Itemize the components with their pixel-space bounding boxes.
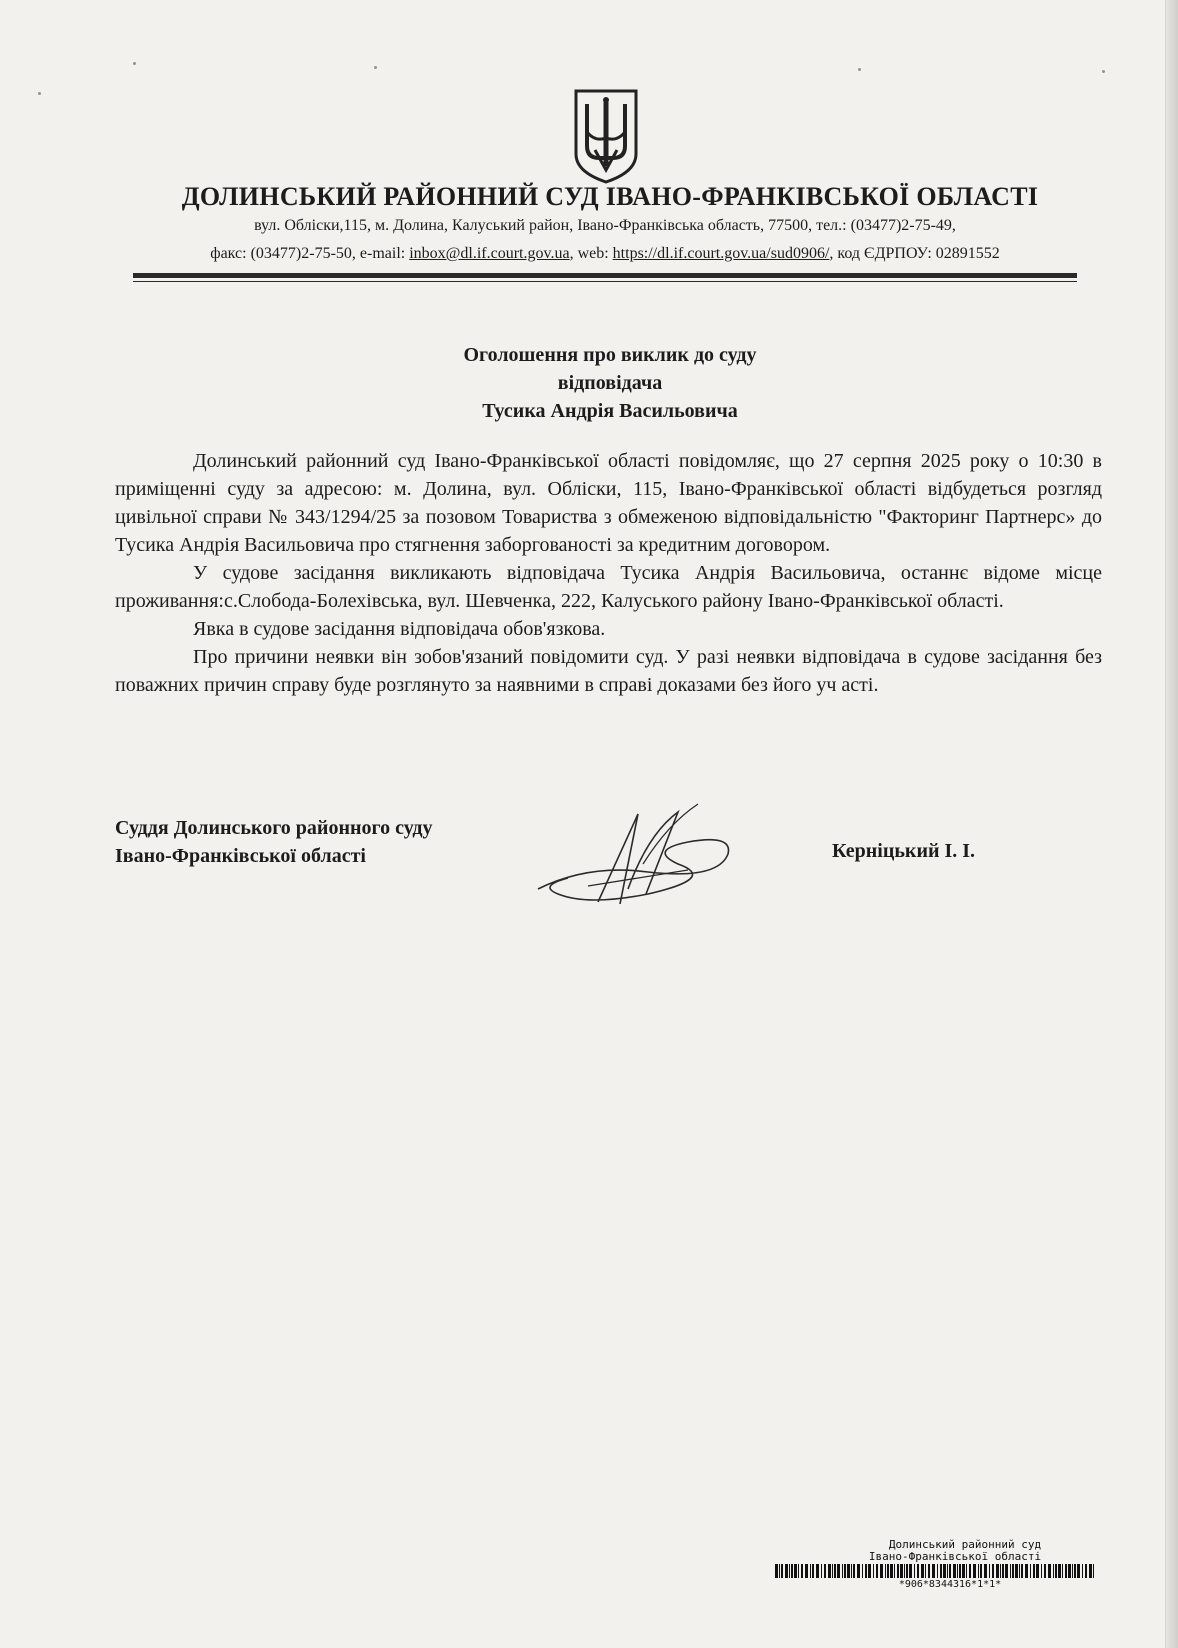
barcode-bar [996,1564,999,1578]
barcode-bar [1012,1564,1014,1578]
barcode-bar [828,1564,831,1578]
stamp-court-line1: Долинський районний суд [888,1538,1042,1551]
barcode-bar [880,1564,883,1578]
barcode-bar [1058,1564,1061,1578]
header-divider [133,273,1077,278]
barcode-bar [1041,1564,1042,1578]
barcode-bar [885,1564,886,1578]
barcode-bar [847,1564,850,1578]
barcode-bar [876,1564,878,1578]
barcode-bar [812,1564,814,1578]
barcode-bar [897,1564,899,1578]
barcode-bar [853,1564,855,1578]
barcode-bar [894,1564,895,1578]
barcode-bar [805,1564,808,1578]
barcode-bar [873,1564,874,1578]
barcode-bar [1093,1564,1094,1578]
notice-subtitle: відповідача [557,372,663,394]
barcode-bar [1002,1564,1004,1578]
barcode-bar [832,1564,833,1578]
barcode-bar [810,1564,811,1578]
email-link[interactable]: inbox@dl.if.court.gov.ua [409,245,570,262]
barcode-bar [789,1564,790,1578]
registration-stamp [775,1538,1095,1590]
barcode-bar [925,1564,926,1578]
barcode-bar [969,1564,971,1578]
barcode-bar [1062,1564,1063,1578]
barcode-bar [844,1564,846,1578]
paragraph-summons: У судове засідання викликають відповідача Тусика Андрія Васильовича, останнє відоме місце проживання:с.Слобода-Болехівська, вул. Шевченка, 222, Калуського району Івано-Франківської області. [115,562,1102,612]
barcode-bar [992,1564,994,1578]
barcode-bar [980,1564,982,1578]
barcode-bar [798,1564,799,1578]
barcode-bar [887,1564,889,1578]
barcode-bar [1053,1564,1054,1578]
barcode-bar [940,1564,942,1578]
paragraph-attendance: Явка в судове засідання відповідача обов'язкова. [193,618,606,640]
handwritten-signature [528,794,758,914]
scan-speck [1102,70,1105,73]
court-contacts [0,245,1178,263]
judge-position [115,814,433,870]
barcode-bar [966,1564,967,1578]
court-name: ДОЛИНСЬКИЙ РАЙОННИЙ СУД ІВАНО-ФРАНКІВСЬКОЇ ОБЛАСТІ [181,182,1039,211]
scan-speck [374,66,377,69]
barcode-bar [890,1564,893,1578]
barcode-bar [989,1564,990,1578]
edrpou-code: , код ЄДРПОУ: 02891552 [829,245,1000,262]
barcode-bar [932,1564,935,1578]
barcode-bar [1089,1564,1092,1578]
barcode-bar [1021,1564,1023,1578]
barcode-bar [1025,1564,1028,1578]
stamp-court-line2: Івано-Франківської області [868,1550,1042,1563]
barcode-bar [842,1564,843,1578]
barcode-bar [1072,1564,1073,1578]
barcode-number: *906*8344316*1*1* [898,1579,1002,1590]
barcode-bar [865,1564,867,1578]
barcode-bar [1068,1564,1071,1578]
barcode-bar [1074,1564,1076,1578]
barcode-bar [824,1564,826,1578]
scan-speck [858,68,861,71]
trident-emblem-icon [573,88,639,184]
barcode-bar [781,1564,783,1578]
defendant-name: Тусика Андрія Васильовича [482,400,738,422]
barcode-bar [816,1564,819,1578]
notice-body [115,447,1102,699]
paragraph-hearing: Долинський районний суд Івано-Франківської області повідомляє, що 27 серпня 2025 року о 10:30 в приміщенні суду за адресою: м. Долина, вул. Обліски, 115, Івано-Франківської області відбудеться розгляд цивільної справи № 343/1294/25 за позовом Товариства з обмеженою відповідальністю "Факторинг Партнерс» до Тусика Андрія Васильовича про стягнення заборгованості за кредитним договором. [115,450,1102,556]
barcode-bar [1015,1564,1018,1578]
barcode-bar [1030,1564,1031,1578]
barcode-bar [1000,1564,1001,1578]
barcode-bar [1036,1564,1039,1578]
barcode-bar [1044,1564,1046,1578]
judge-position-line1: Суддя Долинського районного суду [115,817,433,839]
notice-title: Оголошення про виклик до суду [463,344,757,366]
barcode-bar [921,1564,924,1578]
barcode-bar [937,1564,938,1578]
barcode-bar [775,1564,778,1578]
barcode-bar [917,1564,919,1578]
barcode-bar [900,1564,903,1578]
judge-name: Керніцький І. І. [832,840,976,862]
header-divider-thin [133,281,1077,282]
barcode-bar [1077,1564,1080,1578]
court-address: вул. Обліски,115, м. Долина, Калуський район, Івано-Франківська область, 77500, тел.: (03477)2-75-49, [254,217,956,234]
scan-speck [38,92,41,95]
barcode-bar [957,1564,958,1578]
paragraph-absence: Про причини неявки він зобов'язаний повідомити суд. У разі неявки відповідача в судове засідання без поважних причин справу буде розглянуто за наявними в справі доказами без його уч асті. [115,646,1102,696]
fax-text: факс: (03477)2-75-50, e-mail: [210,245,410,262]
barcode-bar [1055,1564,1057,1578]
barcode-bar [943,1564,946,1578]
barcode-bar [785,1564,788,1578]
barcode-bar [1085,1564,1087,1578]
barcode-bar [959,1564,961,1578]
barcode-bar [862,1564,863,1578]
barcode-bar [914,1564,915,1578]
judge-position-line2: Івано-Франківської області [115,845,366,867]
web-link[interactable]: https://dl.if.court.gov.ua/sud0906/ [612,245,830,262]
barcode-bar [909,1564,912,1578]
barcode-bar [949,1564,951,1578]
barcode-bar [906,1564,908,1578]
barcode-bar [984,1564,987,1578]
barcode-bar [837,1564,840,1578]
barcode-bar [1010,1564,1011,1578]
barcode-bar [978,1564,979,1578]
barcode-bar [973,1564,976,1578]
barcode-bar [1033,1564,1035,1578]
barcode-bar [791,1564,793,1578]
barcode-bar [1065,1564,1067,1578]
web-prefix: , web: [569,245,613,262]
barcode-bar [962,1564,965,1578]
barcode-bar [821,1564,822,1578]
barcode-bar [947,1564,948,1578]
barcode-bar [834,1564,836,1578]
barcode-bar [928,1564,930,1578]
barcode-bar [1082,1564,1083,1578]
barcode-bar [779,1564,780,1578]
barcode-bar [904,1564,905,1578]
barcode-bar [868,1564,871,1578]
barcode-bar [794,1564,797,1578]
barcode-bar [857,1564,860,1578]
barcode-bar [801,1564,803,1578]
scan-speck [133,62,136,65]
barcode [775,1564,1097,1578]
barcode-bar [1019,1564,1020,1578]
barcode-bar [1005,1564,1008,1578]
barcode-bar [1048,1564,1051,1578]
barcode-bar [851,1564,852,1578]
barcode-bar [953,1564,956,1578]
